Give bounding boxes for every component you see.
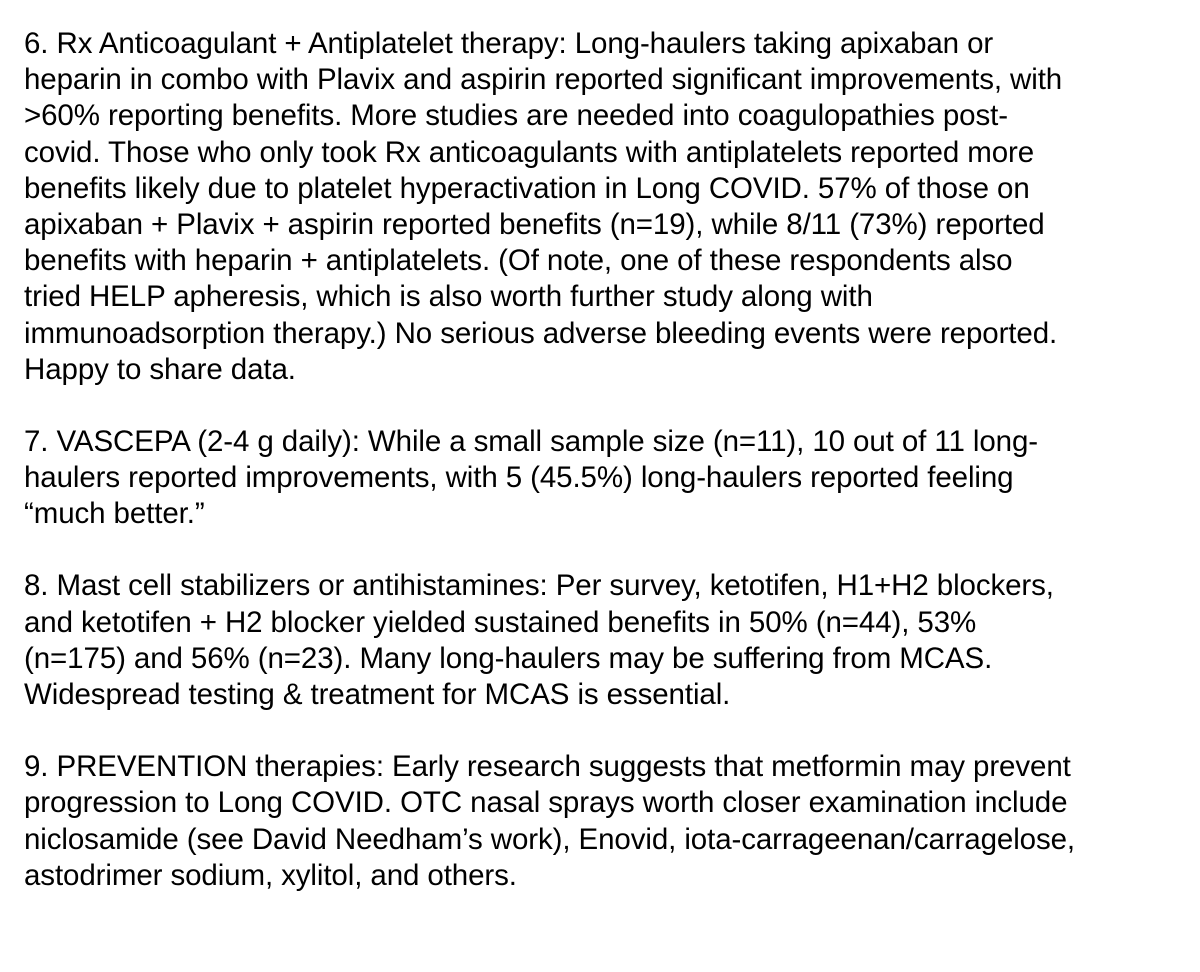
paragraph-anticoagulant-antiplatelet <box>24 26 1184 388</box>
text-line: benefits likely due to platelet hyperactivation in Long COVID. 57% of those on <box>24 171 1030 205</box>
text-line: benefits with heparin + antiplatelets. (Of note, one of these respondents also <box>24 244 1013 278</box>
text-line: 9. PREVENTION therapies: Early research suggests that metformin may prevent <box>24 750 1071 784</box>
paragraph-prevention-therapies <box>24 749 1184 894</box>
text-line: haulers reported improvements, with 5 (45.5%) long-haulers reported feeling <box>24 461 1014 495</box>
paragraph-vascepa <box>24 424 1184 533</box>
text-line: tried HELP apheresis, which is also worth further study along with <box>24 280 873 314</box>
document-body <box>24 26 1184 930</box>
text-line: astodrimer sodium, xylitol, and others. <box>24 858 517 892</box>
text-line: heparin in combo with Plavix and aspirin reported significant improvements, with <box>24 63 1063 97</box>
text-line: (n=175) and 56% (n=23). Many long-haulers may be suffering from MCAS. <box>24 641 993 675</box>
text-line: 8. Mast cell stabilizers or antihistamines: Per survey, ketotifen, H1+H2 blockers, <box>24 569 1054 603</box>
text-line: progression to Long COVID. OTC nasal sprays worth closer examination include <box>24 786 1068 820</box>
text-line: niclosamide (see David Needham’s work), Enovid, iota-carrageenan/carragelose, <box>24 822 1076 856</box>
text-line: “much better.” <box>24 497 205 531</box>
text-line: 7. VASCEPA (2-4 g daily): While a small sample size (n=11), 10 out of 11 long- <box>24 424 1038 458</box>
paragraph-mast-cell-stabilizers <box>24 568 1184 713</box>
text-line: apixaban + Plavix + aspirin reported benefits (n=19), while 8/11 (73%) reported <box>24 207 1045 241</box>
text-line: Widespread testing & treatment for MCAS is essential. <box>24 678 731 711</box>
text-line: >60% reporting benefits. More studies are needed into coagulopathies post- <box>24 99 1008 133</box>
text-line: 6. Rx Anticoagulant + Antiplatelet therapy: Long-haulers taking apixaban or <box>24 27 994 60</box>
text-line: covid. Those who only took Rx anticoagulants with antiplatelets reported more <box>24 135 1035 169</box>
text-line: Happy to share data. <box>24 352 296 386</box>
text-line: and ketotifen + H2 blocker yielded sustained benefits in 50% (n=44), 53% <box>24 605 977 639</box>
text-line: immunoadsorption therapy.) No serious adverse bleeding events were reported. <box>24 316 1058 350</box>
